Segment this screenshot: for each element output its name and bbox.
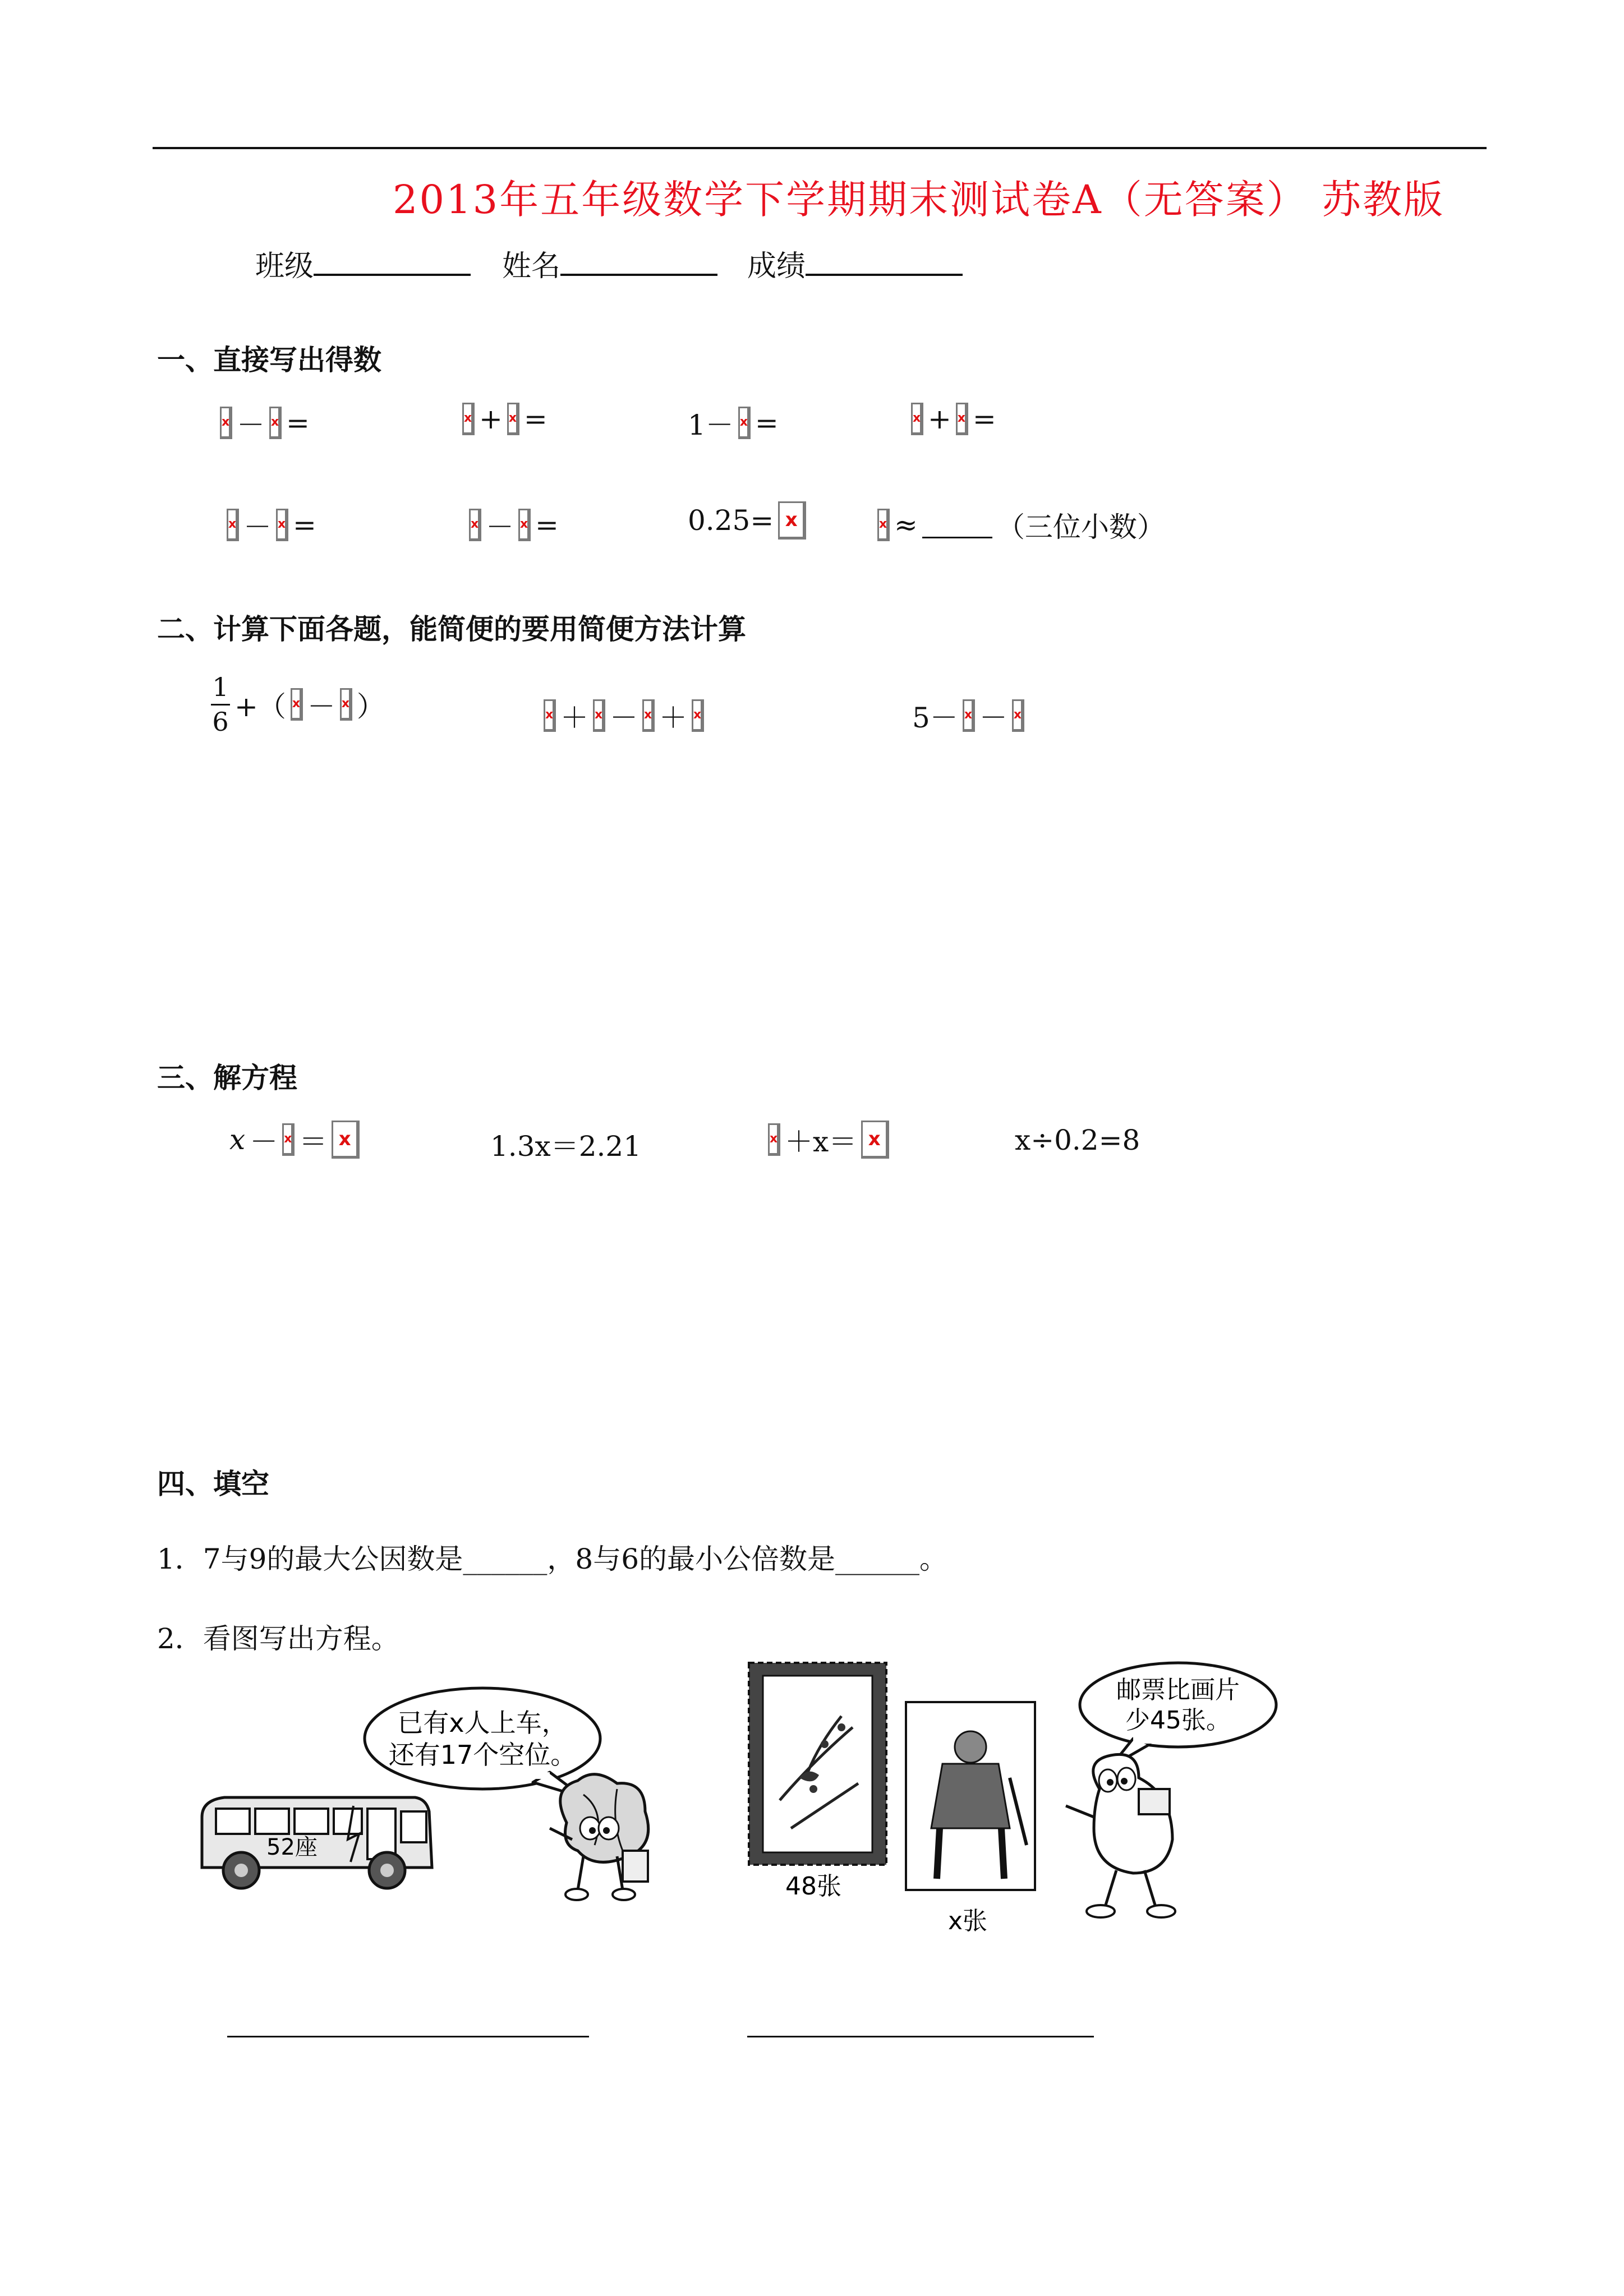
class-field [255,242,471,284]
bubble-2-line-2: 少45张。 [1125,1706,1231,1735]
s3-expr-4: x÷0.2=8 [1015,1124,1140,1156]
score-label: 成绩 [747,250,806,283]
question-2: 2．看图写出方程。 [157,1622,399,1655]
bus-seat-label: 52座 [266,1834,318,1860]
broken-image-icon: x [956,403,968,435]
name-field [502,242,717,284]
picture-card-icon [906,1702,1035,1890]
s2-expr-2: x ＋ x － x ＋ x [541,695,706,736]
stamp-caption: 48张 [785,1872,841,1901]
s1-expr-2: x + x = [460,403,550,435]
stamp-illustration [746,1660,1307,1952]
s2-expr-3: 5－ x － x [910,695,1027,736]
broken-image-icon: x [778,501,806,540]
eggplant-character-icon [1066,1754,1175,1917]
speech-bubble-1 [365,1688,600,1797]
s3-expr-1: x － x ＝ x [227,1119,362,1160]
class-blank [314,245,471,276]
card-caption: x张 [948,1907,988,1935]
broken-image-icon: x [593,699,605,732]
page-title: 2013年五年级数学下学期期末测试卷A（无答案） 苏教版 [393,177,1444,223]
bus-illustration [191,1677,696,1929]
section-2-heading: 二、计算下面各题，能简便的要用简便方法计算 [157,613,746,646]
broken-image-icon: x [340,688,352,721]
broken-image-icon: x [332,1121,360,1159]
s1-expr-7: 0.25= x [686,501,808,540]
answer-line-1 [227,2036,589,2037]
fraction-bar [211,704,230,706]
fraction: $\frac{1}{6}$ [211,673,230,736]
name-label: 姓名 [502,250,561,283]
s1-expr-4: x + x = [909,403,999,435]
broken-image-icon: x [738,407,751,439]
broken-image-icon: x [518,509,531,541]
broken-image-icon: x [692,699,704,732]
class-label: 班级 [255,250,314,283]
broken-image-icon: x [462,403,475,435]
s3-expr-3: x ＋x＝ x [766,1119,891,1160]
bus-icon [202,1797,432,1888]
score-field [747,242,963,284]
broken-image-icon: x [1012,699,1024,732]
broken-image-icon: x [276,509,288,541]
bubble-2-line-1: 邮票比画片 [1116,1676,1240,1704]
speech-bubble-2 [1080,1663,1276,1767]
broken-image-icon: x [291,688,303,721]
s1-expr-1: x － x = [218,403,312,443]
broken-image-icon: x [963,699,975,732]
s1-expr-6: x － x = [467,505,561,545]
section-1-heading: 一、直接写出得数 [157,344,381,376]
cabbage-character-icon [550,1774,648,1900]
s1-expr-8: x ≈ （三位小数） [875,505,1167,545]
section-4-heading: 四、填空 [157,1468,269,1500]
name-blank [560,245,717,276]
top-rule [153,147,1487,149]
broken-image-icon: x [768,1123,780,1156]
s3-expr-2: 1.3x＝2.21 [490,1130,642,1163]
broken-image-icon: x [642,699,655,732]
section-3-heading: 三、解方程 [157,1062,297,1094]
question-1: 1．7与9的最大公因数是______，8与6的最小公倍数是______。 [157,1543,948,1575]
broken-image-icon: x [507,403,519,435]
score-blank [806,245,963,276]
s1-expr-3: 1－ x = [688,407,779,441]
broken-image-icon: x [282,1123,295,1156]
s1-expr-5: x － x = [224,505,319,545]
stamp-icon [749,1663,886,1865]
broken-image-icon: x [861,1121,889,1159]
broken-image-icon: x [911,403,923,435]
broken-image-icon: x [269,407,282,439]
broken-image-icon: x [220,407,232,439]
answer-blank [922,512,992,538]
broken-image-icon: x [544,699,556,732]
bubble-1-line-2: 还有17个空位。 [388,1740,577,1770]
broken-image-icon: x [469,509,481,541]
answer-line-2 [747,2036,1094,2037]
broken-image-icon: x [877,509,890,541]
broken-image-icon: x [227,509,239,541]
s2-expr-1: $\frac{1}{6}$ +（ x － x ） [209,673,387,736]
bubble-1-line-1: 已有x人上车， [397,1708,568,1738]
